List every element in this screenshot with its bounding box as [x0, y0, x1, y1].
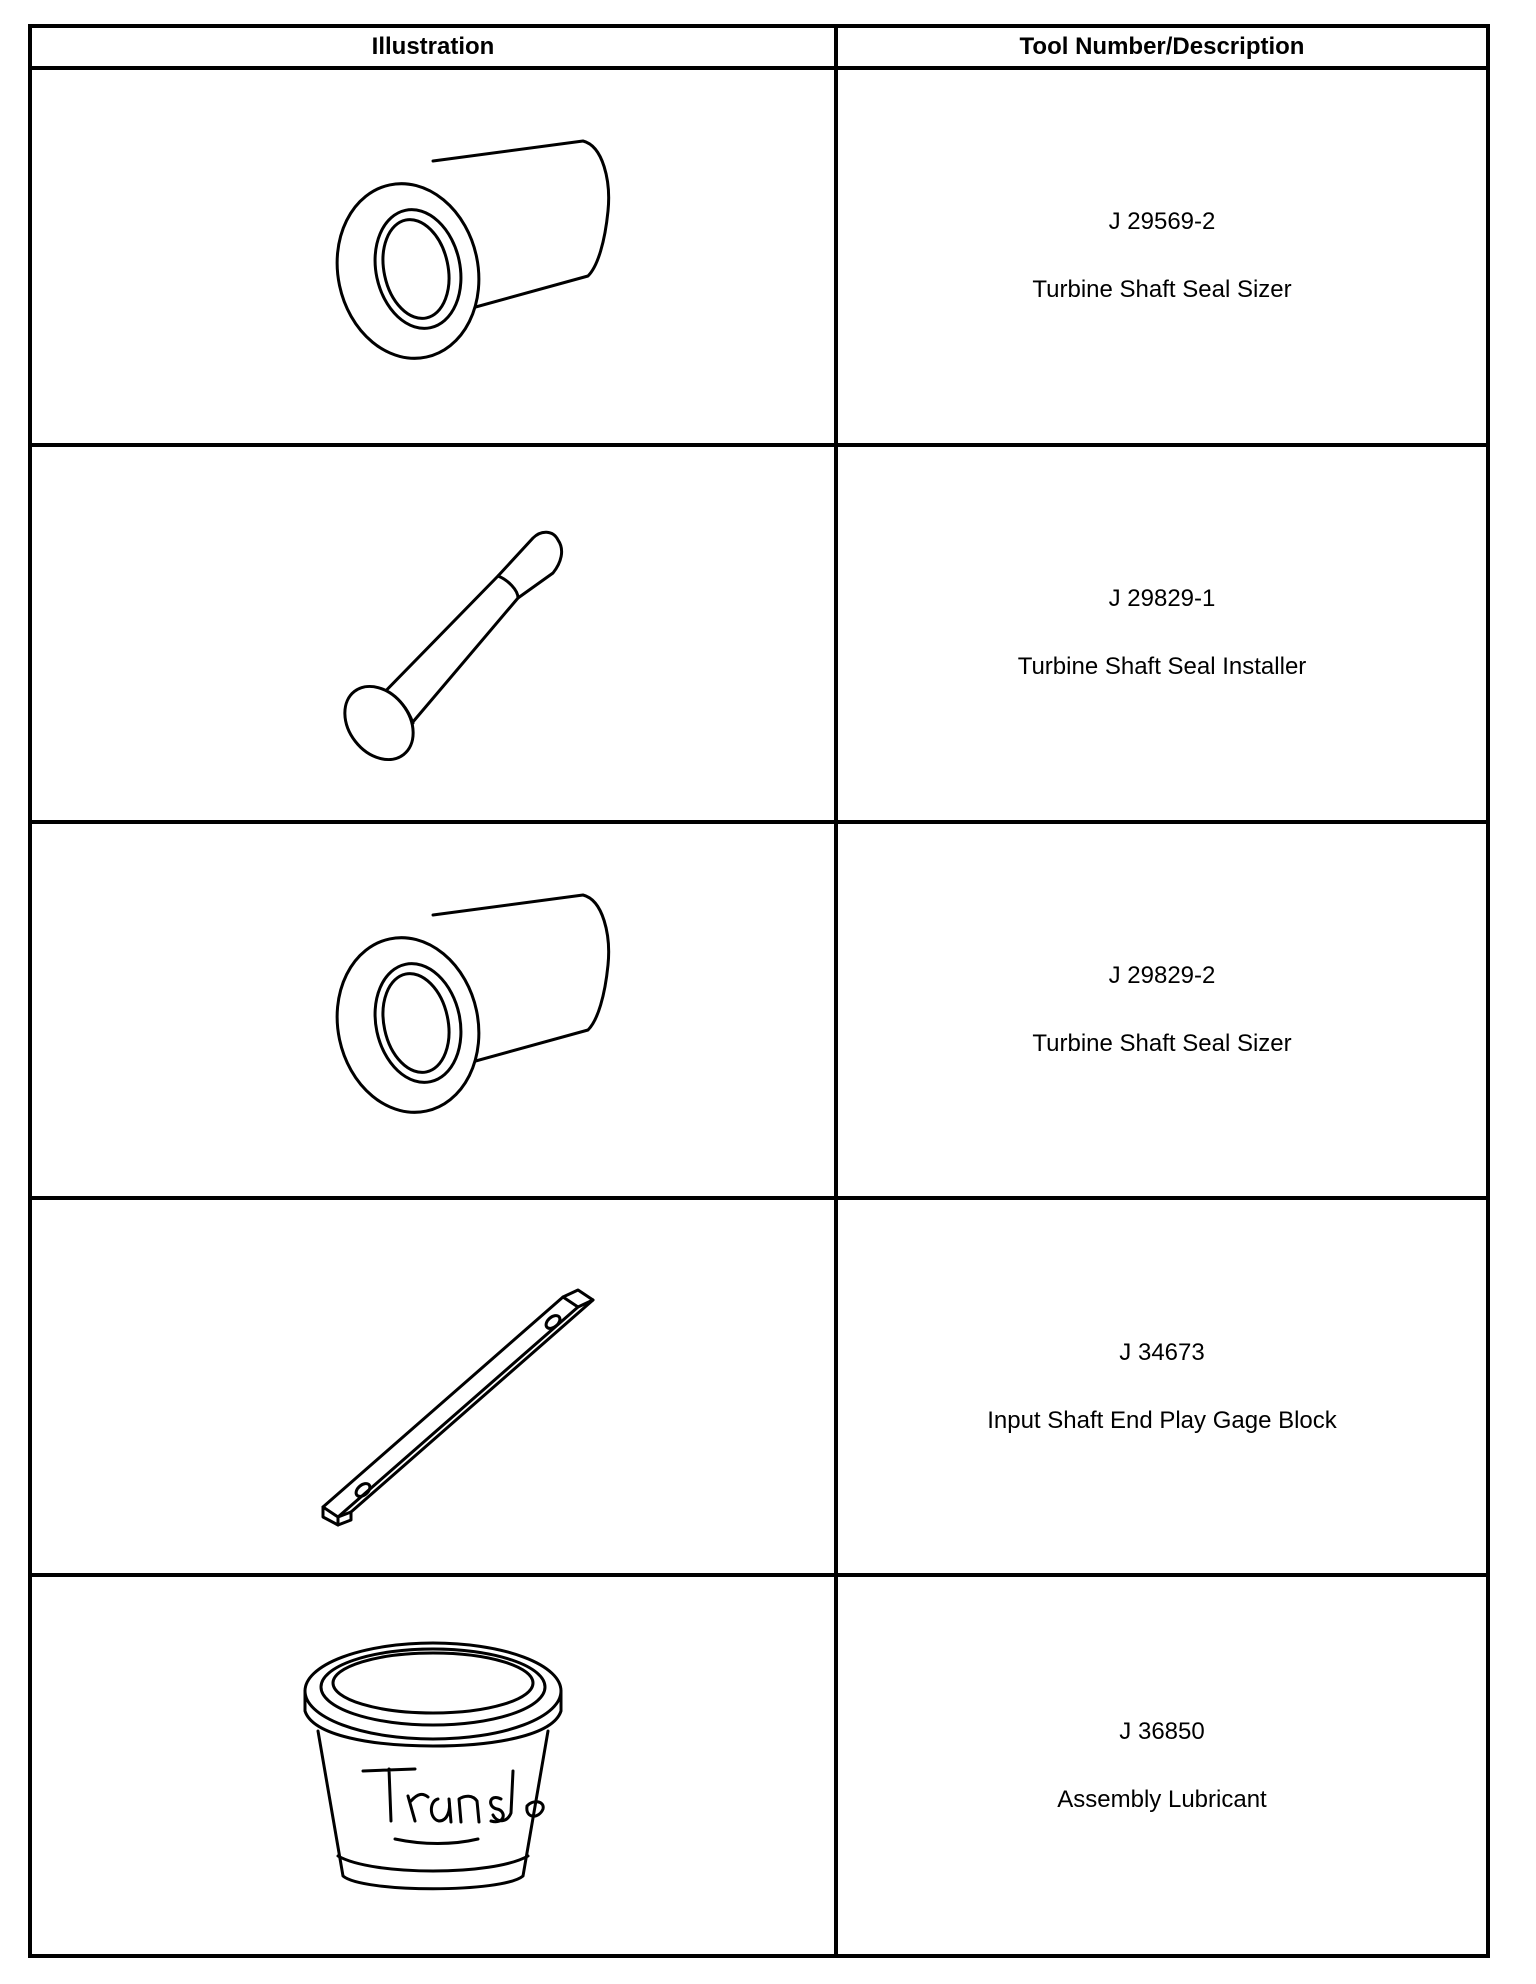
tool-number: J 29569-2 [1108, 208, 1216, 236]
illustration-cell [32, 1200, 838, 1577]
illustration-cell [32, 824, 838, 1201]
seal-sizer-icon [133, 91, 733, 421]
illustration-cell [32, 70, 838, 447]
tool-description-cell [838, 1200, 1486, 1577]
lubricant-tub-icon [133, 1601, 733, 1931]
gage-block-icon [133, 1222, 733, 1552]
illustration-cell [32, 447, 838, 824]
tools-table [28, 24, 1490, 1958]
tool-description: Turbine Shaft Seal Sizer [1032, 1029, 1292, 1057]
tool-description: Turbine Shaft Seal Sizer [1032, 276, 1292, 304]
tool-number: J 34673 [1119, 1338, 1205, 1366]
tool-description: Turbine Shaft Seal Installer [1017, 653, 1307, 681]
tool-number: J 29829-1 [1108, 585, 1216, 613]
tool-number: J 29829-2 [1108, 961, 1216, 989]
tool-description: Input Shaft End Play Gage Block [987, 1406, 1337, 1434]
seal-sizer-icon [133, 845, 733, 1175]
header-illustration: Illustration [32, 28, 838, 70]
seal-installer-icon [133, 468, 733, 798]
tool-description-cell [838, 1577, 1486, 1954]
tool-number: J 36850 [1119, 1717, 1205, 1745]
illustration-cell [32, 1577, 838, 1954]
tool-description-cell [838, 824, 1486, 1201]
header-tool-description: Tool Number/Description [838, 28, 1486, 70]
tool-description-cell [838, 447, 1486, 824]
tool-description-cell [838, 70, 1486, 447]
tool-description: Assembly Lubricant [1057, 1785, 1267, 1813]
